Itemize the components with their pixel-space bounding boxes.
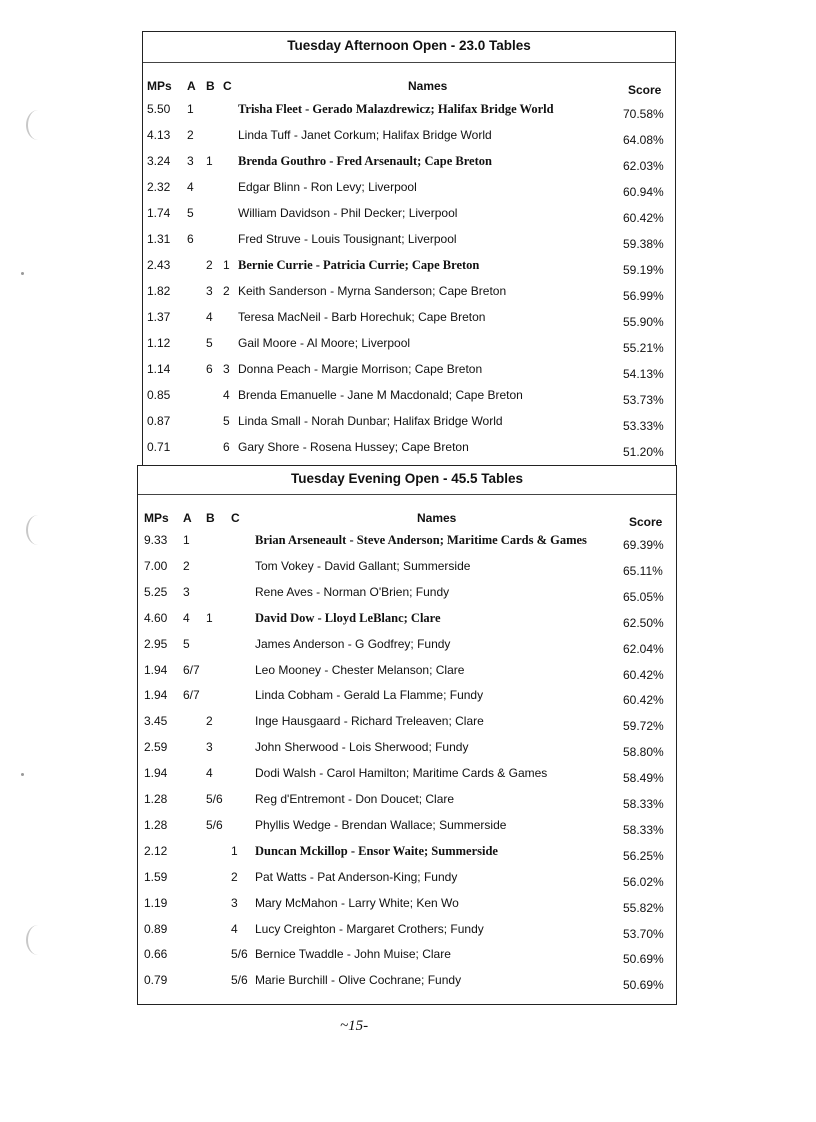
cell-a: 6/7 [183, 662, 200, 677]
cell-mps: 5.50 [147, 102, 171, 116]
cell-mps: 1.28 [144, 792, 168, 806]
scan-speck [21, 773, 24, 776]
cell-score: 53.33% [623, 419, 664, 433]
cell-score: 64.08% [623, 133, 664, 147]
cell-mps: 2.32 [147, 180, 171, 194]
cell-score: 56.99% [623, 289, 664, 303]
cell-c: 5/6 [231, 973, 248, 988]
table-row [143, 154, 675, 174]
cell-score: 62.50% [623, 615, 664, 630]
cell-b: 4 [206, 766, 213, 781]
cell-mps: 0.66 [144, 947, 168, 962]
afternoon-results-table [142, 31, 676, 467]
table-row [143, 362, 675, 382]
column-header-a: A [187, 79, 196, 93]
cell-mps: 2.12 [144, 843, 168, 858]
cell-names: Teresa MacNeil - Barb Horechuk; Cape Breton [238, 310, 486, 324]
table-title: Tuesday Afternoon Open - 23.0 Tables [287, 38, 531, 53]
cell-c: 3 [231, 895, 238, 910]
cell-names: Phyllis Wedge - Brendan Wallace; Summerside [255, 817, 507, 832]
cell-b: 5 [206, 336, 213, 350]
title-divider [138, 494, 676, 495]
table-title: Tuesday Evening Open - 45.5 Tables [290, 471, 524, 486]
cell-mps: 1.82 [147, 284, 171, 298]
cell-b: 3 [206, 284, 213, 298]
cell-mps: 0.79 [144, 973, 168, 988]
cell-score: 62.04% [623, 641, 664, 656]
cell-mps: 0.85 [147, 388, 171, 402]
cell-mps: 1.19 [144, 895, 168, 910]
cell-score: 55.21% [623, 341, 664, 355]
table-row [138, 688, 676, 708]
cell-names: Duncan Mckillop - Ensor Waite; Summerside [255, 843, 498, 858]
cell-score: 70.58% [623, 107, 664, 121]
cell-mps: 7.00 [144, 558, 168, 573]
cell-c: 4 [231, 921, 238, 936]
table-row [138, 663, 676, 683]
cell-mps: 3.24 [147, 154, 171, 168]
cell-score: 60.42% [623, 211, 664, 225]
cell-b: 5/6 [206, 792, 223, 806]
cell-score: 58.80% [623, 745, 664, 760]
cell-names: Linda Small - Norah Dunbar; Halifax Bridge World [238, 414, 503, 428]
cell-c: 6 [223, 440, 230, 454]
column-header-mps: MPs [144, 511, 169, 525]
cell-a: 1 [187, 102, 194, 116]
column-header-names: Names [417, 511, 457, 525]
table-row [138, 740, 676, 760]
cell-names: Bernice Twaddle - John Muise; Clare [255, 947, 451, 962]
table-row [138, 585, 676, 605]
table-row [143, 206, 675, 226]
cell-score: 69.39% [623, 538, 664, 552]
table-row [143, 388, 675, 408]
cell-names: William Davidson - Phil Decker; Liverpool [238, 206, 458, 220]
cell-score: 58.33% [623, 797, 664, 811]
cell-names: Dodi Walsh - Carol Hamilton; Maritime Cards & Games [255, 766, 548, 781]
cell-b: 1 [206, 610, 213, 625]
cell-a: 6 [187, 232, 194, 246]
cell-mps: 9.33 [144, 533, 168, 547]
column-header-score: Score [628, 83, 662, 97]
column-header-b: B [206, 79, 215, 93]
cell-score: 53.70% [623, 926, 664, 941]
cell-mps: 1.94 [144, 688, 168, 703]
table-row [138, 922, 676, 942]
cell-score: 50.69% [623, 952, 664, 967]
table-row [138, 844, 676, 864]
cell-c: 3 [223, 362, 230, 376]
cell-b: 5/6 [206, 817, 223, 832]
column-header-mps: MPs [147, 79, 172, 93]
cell-score: 60.42% [623, 693, 664, 708]
table-row [138, 870, 676, 890]
cell-mps: 4.60 [144, 610, 168, 625]
table-row [138, 611, 676, 631]
cell-names: Fred Struve - Louis Tousignant; Liverpool [238, 232, 457, 246]
binder-hole [26, 110, 50, 140]
cell-score: 62.03% [623, 159, 664, 173]
cell-a: 2 [183, 558, 190, 573]
cell-b: 3 [206, 740, 213, 755]
cell-a: 1 [183, 533, 190, 547]
cell-names: Lucy Creighton - Margaret Crothers; Fundy [255, 921, 484, 936]
cell-c: 5/6 [231, 947, 248, 962]
cell-score: 53.73% [623, 393, 664, 407]
table-row [138, 792, 676, 812]
cell-score: 56.25% [623, 848, 664, 863]
cell-a: 5 [187, 206, 194, 220]
cell-b: 4 [206, 310, 213, 324]
cell-mps: 1.28 [144, 817, 168, 832]
table-row [143, 336, 675, 356]
cell-names: Brian Arseneault - Steve Anderson; Maritime Cards & Games [255, 533, 587, 547]
cell-c: 4 [223, 388, 230, 402]
table-row [143, 128, 675, 148]
cell-mps: 5.25 [144, 584, 168, 599]
cell-names: Marie Burchill - Olive Cochrane; Fundy [255, 973, 462, 988]
cell-mps: 1.12 [147, 336, 171, 350]
table-row [143, 284, 675, 304]
cell-a: 3 [187, 154, 194, 168]
cell-mps: 0.71 [147, 440, 171, 454]
cell-mps: 1.94 [144, 766, 168, 781]
table-header-row [143, 79, 675, 99]
evening-results-table [137, 465, 677, 1005]
cell-names: Bernie Currie - Patricia Currie; Cape Breton [238, 258, 480, 272]
cell-names: Keith Sanderson - Myrna Sanderson; Cape Breton [238, 284, 507, 298]
binder-hole [26, 515, 50, 545]
table-row [138, 766, 676, 786]
cell-names: John Sherwood - Lois Sherwood; Fundy [255, 740, 469, 755]
table-row [138, 714, 676, 734]
cell-mps: 0.89 [144, 921, 168, 936]
cell-mps: 1.14 [147, 362, 171, 376]
cell-c: 5 [223, 414, 230, 428]
cell-c: 1 [223, 258, 230, 272]
cell-names: Gary Shore - Rosena Hussey; Cape Breton [238, 440, 469, 454]
cell-score: 54.13% [623, 367, 664, 381]
column-header-names: Names [408, 79, 448, 93]
cell-names: Tom Vokey - David Gallant; Summerside [255, 558, 471, 573]
cell-a: 3 [183, 584, 190, 599]
column-header-score: Score [629, 515, 663, 529]
cell-score: 51.20% [623, 445, 664, 459]
cell-mps: 0.87 [147, 414, 171, 428]
cell-a: 5 [183, 636, 190, 651]
cell-names: Leo Mooney - Chester Melanson; Clare [255, 662, 465, 677]
column-header-c: C [223, 79, 232, 93]
table-row [143, 180, 675, 200]
cell-score: 58.33% [623, 822, 664, 837]
cell-names: David Dow - Lloyd LeBlanc; Clare [255, 610, 441, 625]
cell-mps: 1.74 [147, 206, 171, 220]
cell-names: Linda Cobham - Gerald La Flamme; Fundy [255, 688, 484, 703]
cell-b: 6 [206, 362, 213, 376]
cell-score: 50.69% [623, 978, 664, 993]
cell-mps: 2.95 [144, 636, 168, 651]
table-row [138, 533, 676, 553]
cell-names: Mary McMahon - Larry White; Ken Wo [255, 895, 459, 910]
cell-score: 59.72% [623, 719, 664, 734]
cell-a: 4 [183, 610, 190, 625]
page-number: ~15- [340, 1018, 369, 1034]
cell-mps: 2.43 [147, 258, 171, 272]
table-row [138, 947, 676, 967]
cell-names: Gail Moore - Al Moore; Liverpool [238, 336, 411, 350]
column-header-c: C [231, 511, 240, 525]
cell-score: 59.19% [623, 263, 664, 277]
cell-score: 55.90% [623, 315, 664, 329]
cell-mps: 1.31 [147, 232, 171, 246]
cell-names: Brenda Gouthro - Fred Arsenault; Cape Breton [238, 154, 492, 168]
column-header-a: A [183, 511, 192, 525]
cell-mps: 4.13 [147, 128, 171, 142]
scan-speck [21, 272, 24, 275]
cell-b: 2 [206, 714, 213, 729]
cell-mps: 1.37 [147, 310, 171, 324]
title-divider [143, 62, 675, 63]
table-row [143, 310, 675, 330]
cell-names: Donna Peach - Margie Morrison; Cape Breton [238, 362, 483, 376]
cell-mps: 1.94 [144, 662, 168, 677]
cell-c: 2 [223, 284, 230, 298]
cell-b: 2 [206, 258, 213, 272]
cell-names: Rene Aves - Norman O'Brien; Fundy [255, 584, 450, 599]
cell-score: 65.05% [623, 589, 664, 604]
cell-score: 65.11% [623, 563, 663, 578]
cell-mps: 2.59 [144, 740, 168, 755]
table-row [143, 258, 675, 278]
table-row [143, 232, 675, 252]
cell-c: 1 [231, 843, 238, 858]
cell-mps: 3.45 [144, 714, 168, 729]
table-row [143, 414, 675, 434]
cell-names: Edgar Blinn - Ron Levy; Liverpool [238, 180, 417, 194]
cell-mps: 1.59 [144, 869, 168, 884]
cell-score: 60.94% [623, 185, 664, 199]
cell-score: 58.49% [623, 771, 664, 786]
cell-a: 6/7 [183, 688, 200, 703]
cell-b: 1 [206, 154, 213, 168]
cell-a: 2 [187, 128, 194, 142]
cell-c: 2 [231, 869, 238, 884]
table-row [138, 896, 676, 916]
table-row [138, 973, 676, 993]
table-row [138, 559, 676, 579]
cell-names: Pat Watts - Pat Anderson-King; Fundy [255, 869, 458, 884]
table-row [138, 637, 676, 657]
cell-score: 59.38% [623, 237, 664, 251]
cell-a: 4 [187, 180, 194, 194]
cell-names: Trisha Fleet - Gerado Malazdrewicz; Halifax Bridge World [238, 102, 554, 116]
table-row [143, 440, 675, 460]
cell-names: Brenda Emanuelle - Jane M Macdonald; Cape Breton [238, 388, 523, 402]
cell-score: 60.42% [623, 667, 664, 682]
cell-names: James Anderson - G Godfrey; Fundy [255, 636, 451, 651]
cell-names: Linda Tuff - Janet Corkum; Halifax Bridge World [238, 128, 492, 142]
table-row [143, 102, 675, 122]
table-header-row [138, 511, 676, 531]
cell-score: 55.82% [623, 900, 664, 915]
cell-score: 56.02% [623, 874, 664, 889]
table-row [138, 818, 676, 838]
column-header-b: B [206, 511, 215, 525]
binder-hole [26, 925, 50, 955]
cell-names: Inge Hausgaard - Richard Treleaven; Clare [255, 714, 484, 729]
cell-names: Reg d'Entremont - Don Doucet; Clare [255, 792, 455, 806]
